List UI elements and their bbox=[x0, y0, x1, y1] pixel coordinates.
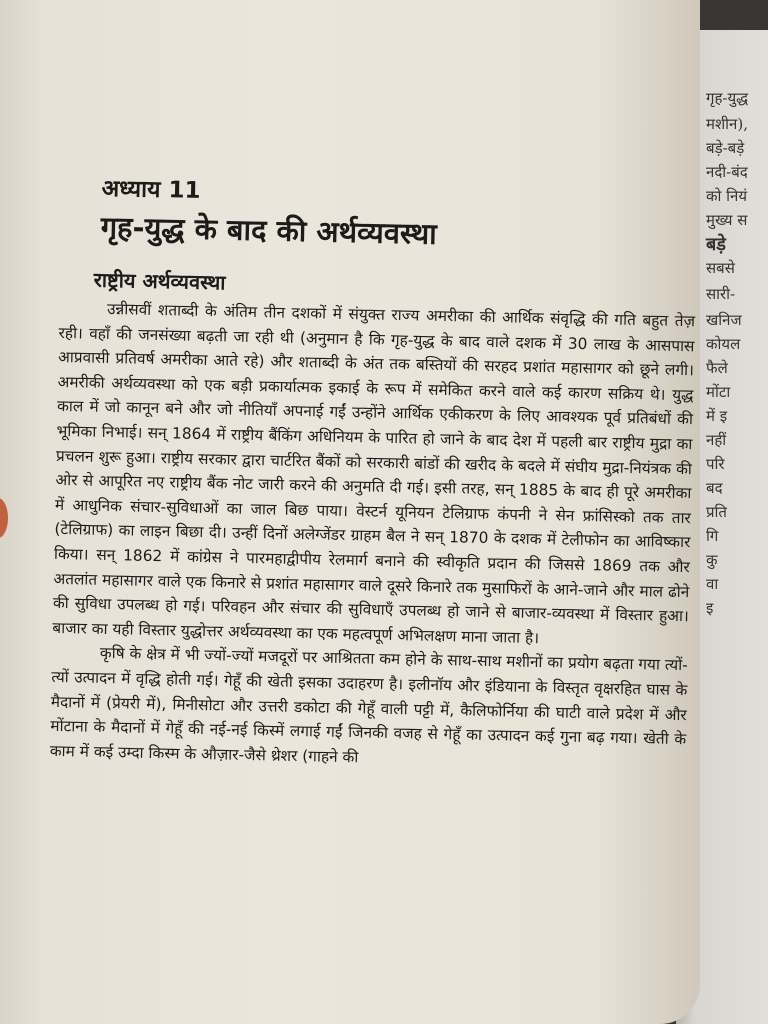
facing-line: मशीन), bbox=[706, 115, 749, 133]
facing-line: गि bbox=[706, 527, 719, 545]
paragraph: कृषि के क्षेत्र में भी ज्यों-ज्यों मजदूरों पर आश्रितता कम होने के साथ-साथ मशीनों का प्रयोग बढ़ता गया त्यों-त्यों उत्पादन में वृद्धि होती गई। गेहूँ की खेती इसका उदाहरण है। इलीनॉय और इंडियाना के विस्तृत वृक्षरहित घास के मैदानों में (प्रेयरी में), मिनीसोटा और उत्तरी डकोटा की गेहूँ वाली पट्टी में, कैलिफोर्निया की घाटी वाले प्रदेश में और मोंटाना के मैदानों में गेहूँ की नई-नई किस्में लगाई गईं जिनकी वजह से गेहूँ का उत्पादन कई गुना बढ़ गया। खेती के काम में कई उम्दा किस्म के औज़ार-जैसे थ्रेशर (गाहने की bbox=[49, 644, 688, 767]
chapter-title: गृह-युद्ध के बाद की अर्थव्यवस्था bbox=[100, 209, 438, 251]
facing-line: सबसे bbox=[706, 259, 735, 277]
facing-line: प्रति bbox=[706, 503, 727, 521]
facing-line: बद bbox=[706, 479, 723, 497]
facing-line: सारी- bbox=[706, 285, 736, 303]
facing-line: बड़े bbox=[706, 234, 726, 255]
facing-line: खनिज bbox=[706, 311, 742, 329]
facing-line: कु bbox=[706, 551, 718, 569]
facing-line: मुख्य स bbox=[706, 211, 748, 229]
facing-line: कोयल bbox=[706, 335, 741, 353]
facing-line: गृह-युद्ध bbox=[706, 89, 749, 107]
facing-line: बड़े-बड़े bbox=[706, 139, 745, 157]
facing-line: परि bbox=[706, 455, 725, 473]
facing-line: फैले bbox=[706, 359, 728, 377]
page-content bbox=[50, 170, 698, 776]
paragraph: उन्नीसवीं शताब्दी के अंतिम तीन दशकों में संयुक्त राज्य अमरीका की आर्थिक संवृद्धि की गति बहुत तेज़ रही। वहाँ की जनसंख्या बढ़ती जा रही थी (अनुमान है कि गृह-युद्ध के बाद वाले दशक में 30 लाख के आसपास आप्रवासी प्रतिवर्ष अमरीका आते रहे) और शताब्दी के अंत तक बस्तियों की सरहद प्रशांत महासागर को छूने लगी। अमरीकी अर्थव्यवस्था को एक बड़ी प्रकार्यात्मक इकाई के रूप में समेकित करने वाले कई कारण सक्रिय थे। युद्ध काल में जो कानून बने और जो नीतियाँ अपनाई गईं उन्होंने आर्थिक एकीकरण के लिए आवश्यक पूर्व प्रतिबंधों की भूमिका निभाई। सन् 1864 में राष्ट्रीय बैंकिंग अधिनियम के पारित हो जाने के बाद देश में पहली बार राष्ट्रीय मुद्रा का प्रचलन शुरू हुआ। राष्ट्रीय सरकार द्वारा चार्टरित बैंकों को सरकारी बांडों की खरीद के बदले में संघीय मुद्रा-नियंत्रक की ओर से आपूरित नए राष्ट्रीय बैंक नोट जारी करने की अनुमति दी गई। इसी तरह, सन् 1885 के बाद ही पूरे अमरीका में आधुनिक संचार-सुविधाओं का जाल बिछ पाया। वेस्टर्न यूनियन टेलिग्राफ कंपनी ने सेन फ्रांसिस्को तक तार (टेलिग्राफ) का लाइन बिछा दी। उन्हीं दिनों अलेग्जेंडर ग्राहम बैल ने सन् 1870 के दशक में टेलीफोन का आविष्कार किया। सन् 1862 में कांग्रेस ने पारमहाद्वीपीय रेलमार्ग बनाने की स्वीकृति प्रदान की जिससे 1869 तक और अतलांत महासागर वाले एक किनारे से प्रशांत महासागर वाले दूसरे किनारे तक मुसाफिरों के आने-जाने और माल ढोने की सुविधा उपलब्ध हो गई। परिवहन और संचार की सुविधाएँ उपलब्ध हो जाने से बाजार-व्यवस्था में विस्तार हुआ। बाजार का यही विस्तार युद्धोत्तर अर्थव्यवस्था का एक महत्वपूर्ण अभिलक्षण माना जाता है। bbox=[52, 299, 696, 647]
facing-line: को नियं bbox=[706, 187, 748, 205]
facing-line: नदी-बंद bbox=[706, 163, 748, 181]
page-edge-mark bbox=[0, 498, 8, 538]
chapter-label: अध्याय 11 bbox=[101, 175, 201, 204]
facing-line: में इ bbox=[706, 407, 728, 425]
facing-line: मोंटा bbox=[706, 383, 731, 401]
facing-line: वा bbox=[706, 575, 719, 593]
facing-line: इ bbox=[706, 599, 714, 617]
section-title: राष्ट्रीय अर्थव्यवस्था bbox=[93, 267, 226, 295]
facing-line: नहीं bbox=[706, 431, 727, 449]
